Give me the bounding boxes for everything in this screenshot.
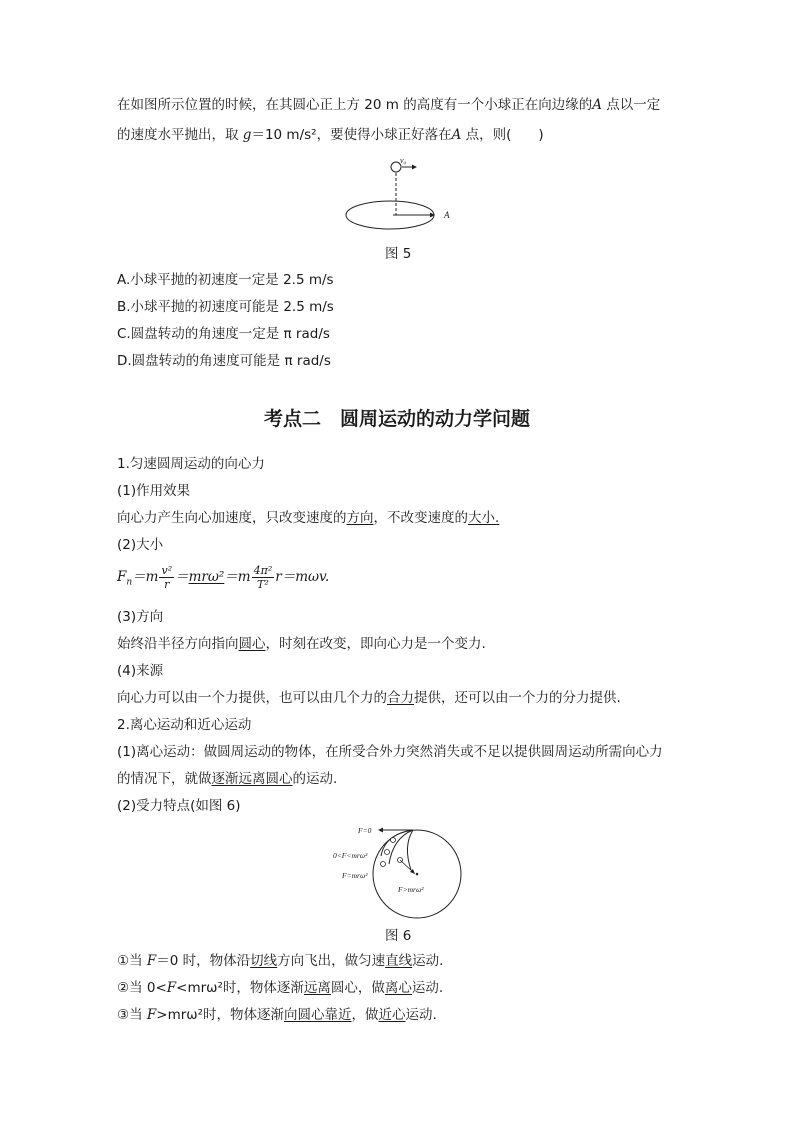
problem-line-1: [117, 95, 660, 115]
item-source-title: (4)来源: [117, 663, 164, 679]
body-text: ＝0 时，物体沿: [156, 953, 251, 969]
underlined-answer: 方向: [346, 510, 374, 526]
velocity-arrowhead: [412, 165, 417, 170]
body-text: 始终沿半径方向指向: [117, 636, 239, 652]
body-text: ③当: [117, 1007, 147, 1023]
object-2: [385, 850, 390, 855]
problem-text: 点，则( ): [461, 127, 544, 143]
body-text: ②当 0<: [117, 980, 167, 996]
formula-part: ＝m: [132, 569, 159, 585]
radius-arrowhead: [430, 213, 435, 218]
subsection-2-title: 2.离心运动和近心运动: [117, 717, 252, 733]
underlined-answer: 近心: [378, 1007, 406, 1023]
body-text: 的情况下，就做: [117, 771, 212, 787]
fraction-numerator: 4π²: [253, 564, 273, 577]
figure-6-trajectory-diagram: [325, 822, 470, 922]
formula-part: ＝: [175, 569, 189, 585]
inward-curve: [407, 830, 413, 870]
underlined-answer: 逐渐远离圆心: [211, 771, 293, 787]
formula-subscript: n: [126, 577, 133, 588]
body-text: 运动.: [412, 953, 444, 969]
fraction-4pi2-t2: [252, 564, 275, 591]
force-var: F: [146, 1007, 157, 1023]
underlined-answer: 合力: [387, 690, 414, 706]
underlined-answer: 离心: [384, 980, 412, 996]
g-var: g: [242, 127, 252, 143]
problem-text: 点以一定: [601, 97, 661, 113]
problem-line-2: [117, 125, 544, 145]
option-d: D.圆盘转动的角速度可能是 π rad/s: [117, 353, 331, 369]
problem-text: 在如图所示位置的时候，在其圆心正上方 20 m 的高度有一个小球正在向边缘的: [117, 97, 593, 113]
object-1: [391, 838, 396, 843]
tangent-arrowhead: [378, 828, 383, 833]
problem-text: 的速度水平抛出，取: [117, 127, 243, 143]
label-f-zero: F=0: [358, 826, 372, 835]
point-a-var: A: [592, 97, 602, 113]
body-text: ，时刻在改变，即向心力是一个变力.: [265, 636, 486, 652]
force-features-title: (2)受力特点(如图 6): [117, 798, 241, 814]
body-text: 向心力产生向心加速度，只改变速度的: [117, 510, 347, 526]
fraction-numerator: v²: [161, 564, 173, 577]
point-a-var: A: [451, 127, 462, 143]
point-a-label: A: [444, 210, 450, 220]
option-a: A.小球平抛的初速度一定是 2.5 m/s: [117, 272, 334, 288]
item-effect-title: (1)作用效果: [117, 483, 191, 499]
object-3: [381, 862, 386, 867]
underlined-answer: 直线: [385, 953, 413, 969]
fraction-denominator: r: [164, 578, 170, 591]
underlined-answer: 向圆心靠近: [284, 1007, 352, 1023]
body-text: 提供，还可以由一个力的分力提供.: [414, 690, 621, 706]
underlined-answer: mrω²: [188, 569, 225, 585]
force-var: F: [146, 953, 157, 969]
underlined-answer: 远离: [303, 980, 331, 996]
label-f-between: 0<F<mrω²: [333, 851, 368, 860]
item-magnitude-title: (2)大小: [117, 537, 164, 553]
label-f-equal: F=mrω²: [342, 871, 368, 880]
case-2: [117, 978, 443, 998]
body-text: 运动.: [411, 980, 444, 996]
formula-part: ＝m: [224, 569, 251, 585]
body-text: <mrω²时，物体逐渐: [176, 980, 304, 996]
underlined-answer: 大小.: [468, 510, 500, 526]
centrifugal-definition-line-1: (1)离心运动：做圆周运动的物体，在所受合外力突然消失或不足以提供圆周运动所需向心力: [117, 744, 663, 760]
option-b: B.小球平抛的初速度可能是 2.5 m/s: [117, 299, 334, 315]
body-text: 方向飞出，做匀速: [277, 953, 386, 969]
force-arrow: [400, 860, 413, 872]
label-f-greater: F>mrω²: [398, 885, 424, 894]
figure-5-disk-diagram: [340, 155, 470, 235]
case-3: [117, 1005, 437, 1025]
fraction-denominator: T²: [257, 578, 269, 591]
case-1: [117, 951, 443, 971]
option-c: C.圆盘转动的角速度一定是 π rad/s: [117, 326, 330, 342]
item-effect-text: [117, 508, 499, 528]
centrifugal-definition-line-2: [117, 769, 337, 789]
formula-part: r＝mωv.: [275, 569, 330, 585]
problem-text: ＝10 m/s²，要使得小球正好落在: [251, 127, 452, 143]
centripetal-force-formula: [117, 563, 329, 597]
body-text: ①当: [117, 953, 147, 969]
item-direction-title: (3)方向: [117, 609, 164, 625]
subsection-1-title: 1.匀速圆周运动的向心力: [117, 456, 265, 472]
body-text: ，做: [351, 1007, 379, 1023]
body-text: 的运动.: [292, 771, 338, 787]
v0-label: v₀: [400, 156, 407, 165]
formula-f: F: [117, 569, 127, 585]
center-point: [416, 873, 419, 876]
body-text: 运动.: [405, 1007, 437, 1023]
body-text: 向心力可以由一个力提供，也可以由几个力的: [117, 690, 387, 706]
body-text: ，不改变速度的: [373, 510, 468, 526]
item-source-text: [117, 688, 621, 708]
force-var: F: [166, 980, 177, 996]
body-text: 圆心，做: [330, 980, 385, 996]
fraction-v2-r: [159, 564, 174, 591]
item-direction-text: [117, 634, 486, 654]
underlined-answer: 圆心: [238, 636, 266, 652]
underlined-answer: 切线: [250, 953, 278, 969]
figure-5-caption: 图 5: [385, 246, 412, 262]
section-heading: 考点二 圆周运动的动力学问题: [263, 408, 530, 430]
figure-6-caption: 图 6: [385, 928, 412, 944]
body-text: >mrω²时，物体逐渐: [156, 1007, 285, 1023]
